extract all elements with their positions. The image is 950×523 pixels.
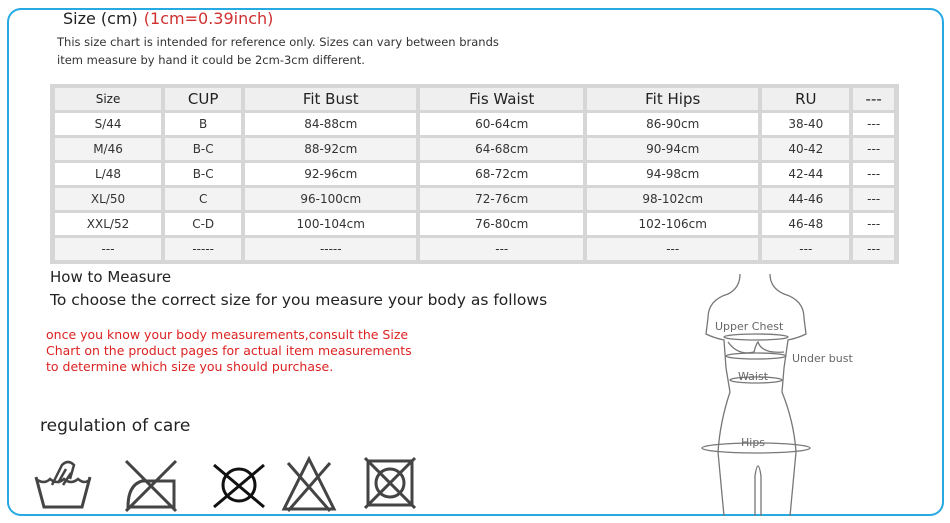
conversion-note: (1cm=0.39inch) (143, 9, 274, 28)
table-cell: 72-76cm (420, 188, 583, 210)
under-bust-label: Under bust (792, 352, 853, 365)
body-measurement-figure (680, 270, 880, 516)
column-header: CUP (165, 88, 241, 110)
table-cell: --- (853, 163, 894, 185)
table-cell: B-C (165, 138, 241, 160)
column-header: --- (853, 88, 894, 110)
table-cell: 100-104cm (245, 213, 416, 235)
table-cell: --- (587, 238, 758, 260)
table-row (55, 163, 894, 185)
hips-label: Hips (741, 436, 766, 449)
table-cell: 98-102cm (587, 188, 758, 210)
table-cell: M/46 (55, 138, 161, 160)
table-cell: B-C (165, 163, 241, 185)
table-cell: 102-106cm (587, 213, 758, 235)
table-cell: 76-80cm (420, 213, 583, 235)
table-row (55, 138, 894, 160)
table-cell: 44-46 (762, 188, 849, 210)
do-not-iron-icon (120, 455, 182, 513)
column-header: RU (762, 88, 849, 110)
table-cell: 64-68cm (420, 138, 583, 160)
table-cell: 40-42 (762, 138, 849, 160)
table-cell: B (165, 113, 241, 135)
how-to-measure-subtitle: To choose the correct size for you measure your body as follows (50, 291, 548, 309)
waist-label: Waist (738, 370, 769, 383)
table-cell: 92-96cm (245, 163, 416, 185)
disclaimer-line-1: This size chart is intended for reference only. Sizes can vary between brands (57, 35, 499, 49)
table-cell: --- (853, 138, 894, 160)
do-not-bleach-icon (280, 455, 338, 513)
table-cell: XXL/52 (55, 213, 161, 235)
table-cell: XL/50 (55, 188, 161, 210)
column-header: Size (55, 88, 161, 110)
table-cell: --- (853, 113, 894, 135)
table-cell: 42-44 (762, 163, 849, 185)
table-cell: 38-40 (762, 113, 849, 135)
measure-instructions (46, 327, 412, 375)
table-cell: C (165, 188, 241, 210)
table-cell: 94-98cm (587, 163, 758, 185)
instruction-line: once you know your body measurements,consult the Size (46, 327, 409, 342)
instruction-line: to determine which size you should purchase. (46, 359, 334, 374)
page-title (63, 9, 273, 28)
column-header: Fit Hips (587, 88, 758, 110)
table-cell: --- (853, 213, 894, 235)
table-row (55, 188, 894, 210)
table-cell: ----- (165, 238, 241, 260)
table-row (55, 238, 894, 260)
table-cell: --- (420, 238, 583, 260)
table-cell: 96-100cm (245, 188, 416, 210)
how-to-measure-heading: How to Measure (50, 268, 172, 286)
title-text: Size (cm) (63, 9, 138, 28)
table-cell: --- (853, 188, 894, 210)
size-table (50, 84, 899, 264)
table-cell: 84-88cm (245, 113, 416, 135)
disclaimer-line-2: item measure by hand it could be 2cm-3cm different. (57, 53, 365, 67)
table-cell: ----- (245, 238, 416, 260)
table-row (55, 213, 894, 235)
table-cell: C-D (165, 213, 241, 235)
table-row (55, 113, 894, 135)
table-cell: 46-48 (762, 213, 849, 235)
instruction-line: Chart on the product pages for actual item measurements (46, 343, 412, 358)
table-cell: S/44 (55, 113, 161, 135)
care-heading: regulation of care (40, 416, 191, 436)
column-header: Fit Bust (245, 88, 416, 110)
table-cell: L/48 (55, 163, 161, 185)
table-cell: 88-92cm (245, 138, 416, 160)
table-header-row (55, 88, 894, 110)
table-cell: --- (762, 238, 849, 260)
table-cell: 60-64cm (420, 113, 583, 135)
hand-wash-icon (32, 455, 94, 513)
table-cell: 68-72cm (420, 163, 583, 185)
column-header: Fis Waist (420, 88, 583, 110)
do-not-dry-clean-icon (210, 455, 268, 513)
table-cell: 86-90cm (587, 113, 758, 135)
table-cell: --- (853, 238, 894, 260)
upper-chest-label: Upper Chest (715, 320, 784, 333)
table-cell: 90-94cm (587, 138, 758, 160)
do-not-tumble-dry-icon (362, 455, 420, 513)
table-cell: --- (55, 238, 161, 260)
